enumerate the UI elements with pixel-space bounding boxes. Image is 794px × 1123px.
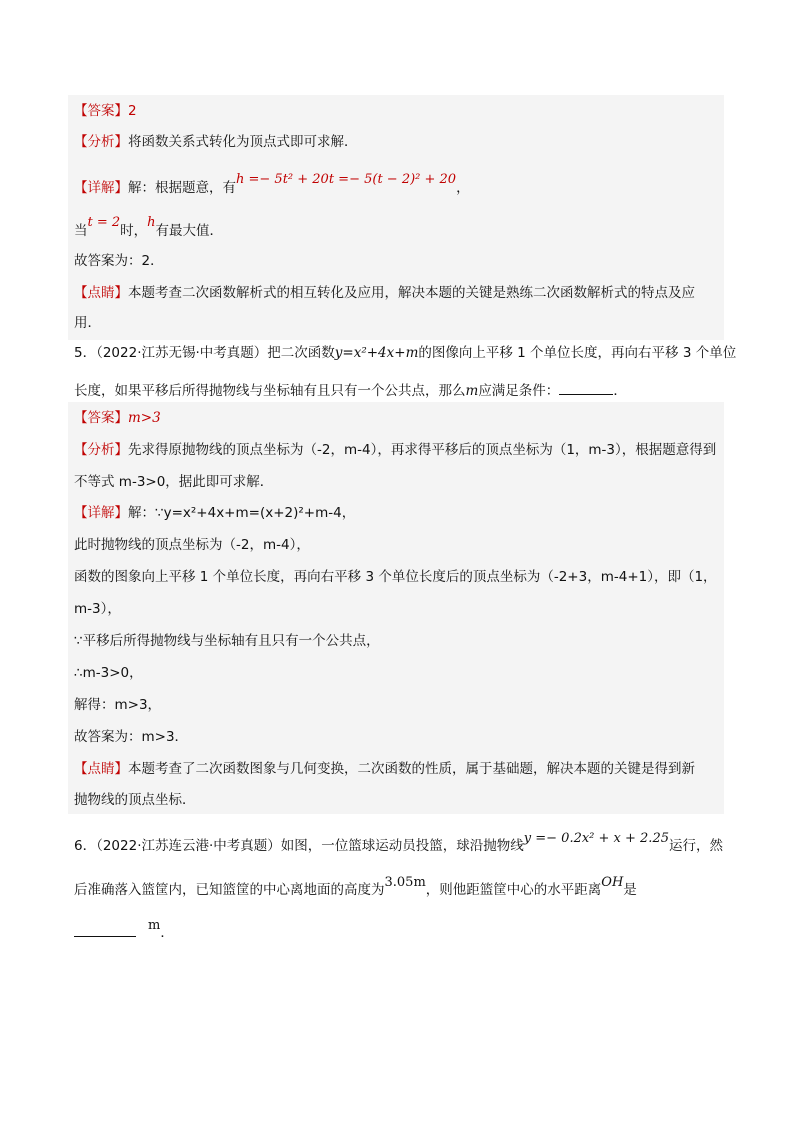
comment-text-1: 本题考查了二次函数图象与几何变换，二次函数的性质，属于基础题，解决本题的关键是得到新 [128,761,695,777]
analysis-text: 将函数关系式转化为顶点式即可求解． [128,134,358,150]
analysis-label: 【分析】 [74,134,128,150]
when-line [74,215,224,242]
detail-text-2: 此时抛物线的顶点坐标为（-2，m-4）， [74,537,310,553]
q6-unit: m [148,918,161,933]
question-5-line-2 [74,380,627,401]
q5-line2-suffix: 应满足条件： [478,383,560,399]
conclusion-line [74,727,188,747]
answer-value: m>3 [128,410,161,426]
detail-line-6 [74,663,143,683]
conclusion-text: 故答案为：m>3． [74,729,189,745]
detail-text-5: ∵平移后所得抛物线与坐标轴有且只有一个公共点， [74,633,380,649]
question-6-line-3 [74,918,174,944]
conclusion-line [74,251,164,271]
q6-line3-end: ． [160,925,174,941]
q6-var: OH [601,875,624,890]
analysis-text-1: 先求得原抛物线的顶点坐标为（-2，m-4），再求得平移后的顶点坐标为（1，m-3），根据题意得到 [128,442,717,458]
detail-label: 【详解】 [74,505,128,521]
question-6-line-1 [74,831,723,857]
q6-line2-prefix: 后准确落入篮筐内，已知篮筐的中心离地面的高度为 [74,882,385,898]
vertex-formula: h =− 5t² + 20t =− 5(t − 2)² + 20 [236,172,457,187]
analysis-line [74,132,358,152]
q5-mid: 的图像向上平移 1 个单位长度，再向右平移 3 个单位 [418,345,737,361]
q5-line2-prefix: 长度，如果平移后所得抛物线与坐标轴有且只有一个公共点，那么 [74,383,466,399]
when-formula: t = 2 [87,215,121,230]
when-prefix: 当 [74,223,88,239]
analysis-line-1 [74,440,716,460]
detail-text-4: m-3）， [74,601,121,617]
q6-line2-suffix: 是 [623,882,637,898]
when-suffix: 有最大值． [155,223,224,239]
q5-prefix: 5．（2022·江苏无锡·中考真题）把二次函数 [74,345,335,361]
comment-line-2 [74,790,196,810]
analysis-text-2: 不等式 m-3>0，据此即可求解． [74,474,274,490]
comment-label: 【点睛】 [74,285,128,301]
comment-line-2 [74,313,101,333]
answer-block-q5 [68,402,724,814]
q6-line2-mid: ，则他距篮筐中心的水平距离 [425,882,602,898]
q5-line2-end: ． [613,383,627,399]
analysis-line-2 [74,472,273,492]
detail-label: 【详解】 [74,180,128,196]
detail-line-7 [74,695,161,715]
answer-blank[interactable] [74,922,136,937]
comment-text-2: 用． [74,315,101,331]
answer-blank[interactable] [559,380,613,395]
comment-line-1 [74,759,695,779]
q5-var: m [465,383,479,399]
answer-label: 【答案】 [74,410,128,426]
detail-text-3: 函数的图象向上平移 1 个单位长度，再向右平移 3 个单位长度后的顶点坐标为（-2+3，m-4+1），即（1， [74,569,717,585]
comment-label: 【点睛】 [74,761,128,777]
comment-text-2: 抛物线的顶点坐标． [74,792,196,808]
question-6-line-2 [74,875,637,901]
detail-suffix: ， [456,180,470,196]
detail-line-5 [74,631,380,651]
detail-text-7: 解得：m>3， [74,697,162,713]
conclusion-text: 故答案为：2． [74,253,164,269]
answer-value: 2 [128,103,137,119]
q5-function: y=x²+4x+m [334,345,419,361]
q6-suffix: 运行，然 [668,838,723,854]
when-mid: 时， [120,223,148,239]
detail-prefix: 解：根据题意，有 [128,180,236,196]
detail-text-1: 解：∵y=x²+4x+m=(x+2)²+m-4， [128,505,356,521]
question-5-line-1 [74,343,736,363]
answer-line [74,101,137,121]
comment-line-1 [74,283,695,303]
comment-text-1: 本题考查二次函数解析式的相互转化及应用，解决本题的关键是熟练二次函数解析式的特点及应 [128,285,695,301]
detail-text-6: ∴m-3>0， [74,665,143,681]
detail-line-1 [74,503,355,523]
q6-formula: y =− 0.2x² + x + 2.25 [523,831,669,846]
q6-height: 3.05m [384,875,426,890]
answer-label: 【答案】 [74,103,128,119]
detail-line-2 [74,535,310,555]
analysis-label: 【分析】 [74,442,128,458]
detail-line-4 [74,599,121,619]
when-var: h [147,215,156,230]
q6-prefix: 6．（2022·江苏连云港·中考真题）如图，一位篮球运动员投篮，球沿抛物线 [74,838,524,854]
answer-line [74,408,161,428]
detail-line-3 [74,567,717,587]
detail-line [74,172,470,199]
